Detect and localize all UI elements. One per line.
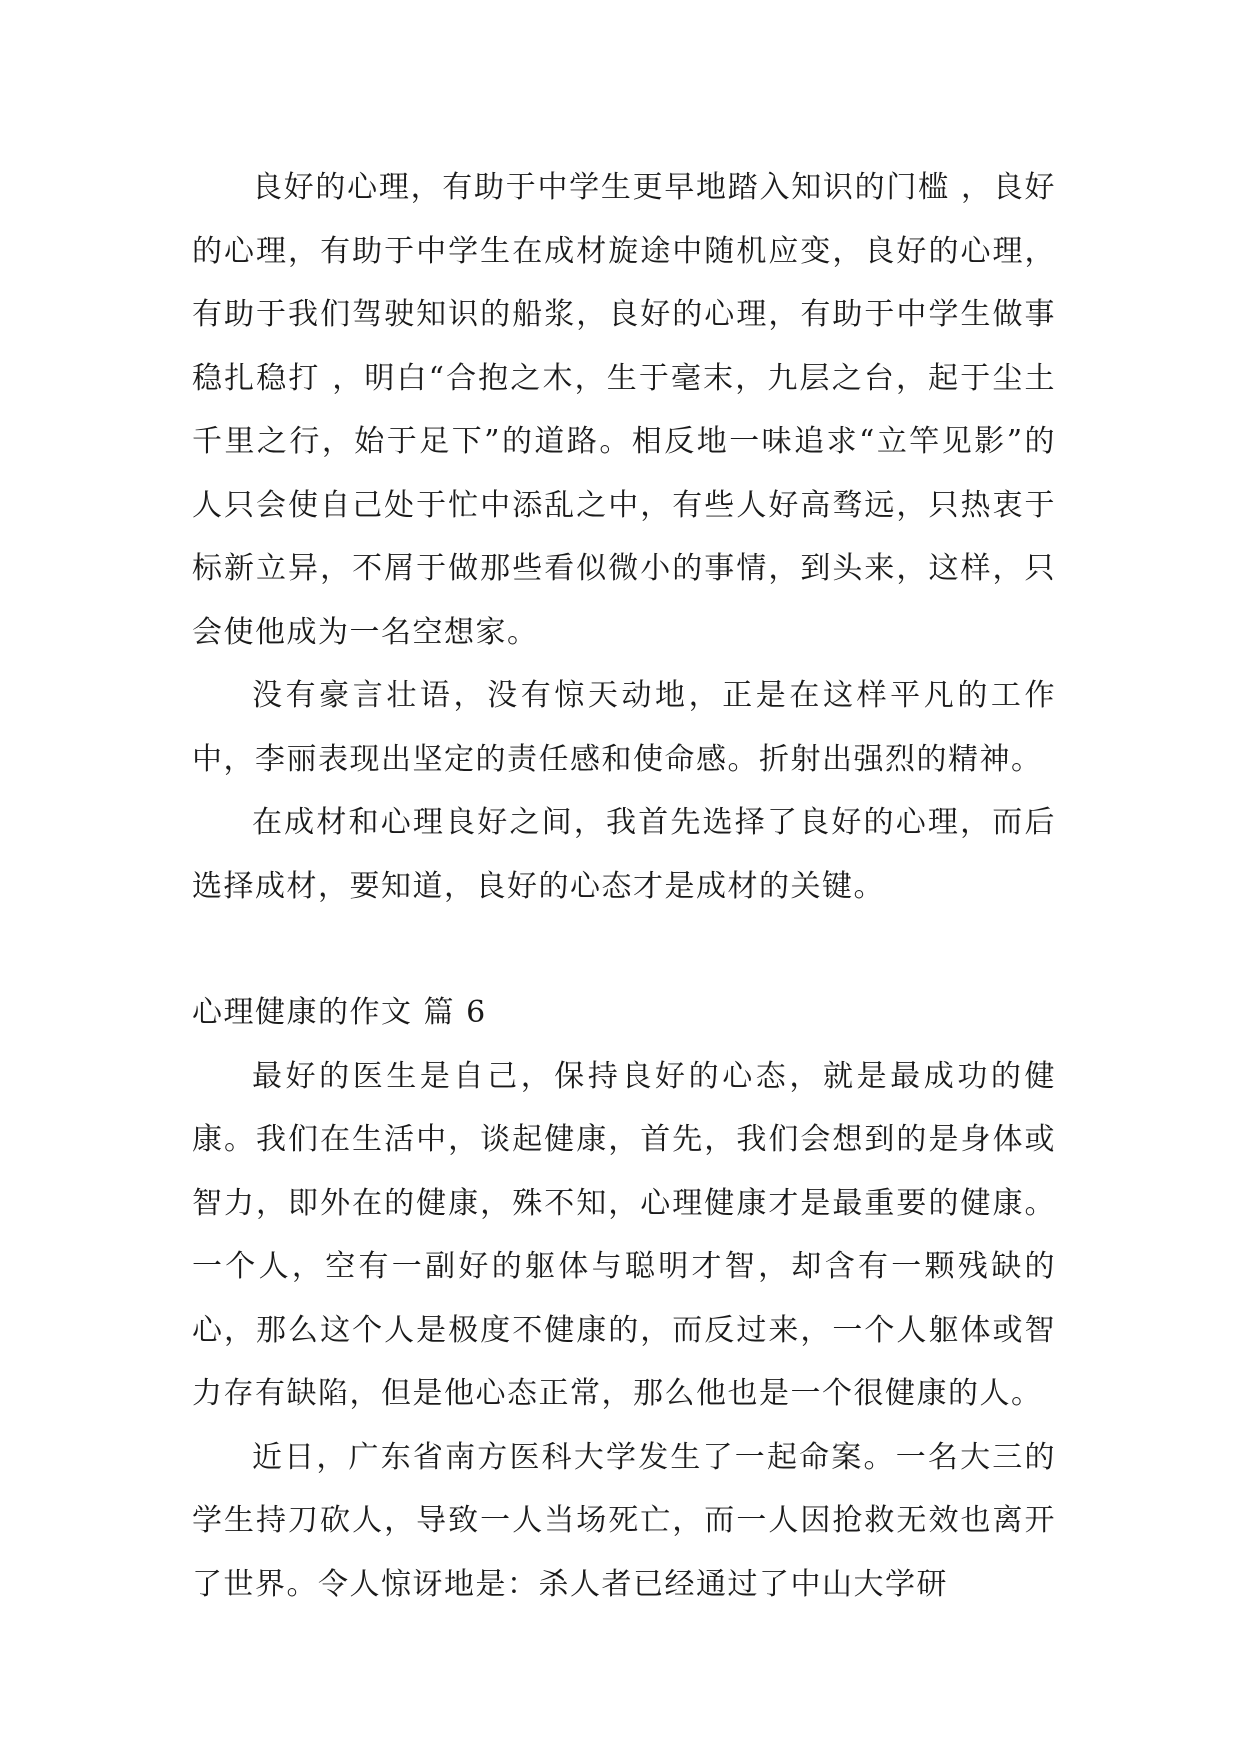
paragraph-best-doctor: 最好的医生是自己，保持良好的心态，就是最成功的健康。我们在生活中，谈起健康，首先，我们会想到的是身体或智力，即外在的健康，殊不知，心理健康才是最重要的健康。一个人，空有一副好的躯体与聪明才智，却含有一颗残缺的心，那么这个人是极度不健康的，而反过来，一个人躯体或智力存有缺陷，但是他心态正常，那么他也是一个很健康的人。 [192, 1058, 1056, 1411]
document-body [192, 156, 1056, 1616]
paragraph-recent-case: 近日，广东省南方医科大学发生了一起命案。一名大三的学生持刀砍人，导致一人当场死亡，而一人因抢救无效也离开了世界。令人惊讶地是：杀人者已经通过了中山大学研 [192, 1439, 1056, 1602]
section-heading: 心理健康的作文 篇 6 [192, 995, 487, 1030]
paragraph-choice: 在成材和心理良好之间，我首先选择了良好的心理，而后选择成材，要知道，良好的心态才是成材的关键。 [192, 805, 1056, 904]
paragraph-good-psychology: 良好的心理，有助于中学生更早地踏入知识的门槛 ，良好的心理，有助于中学生在成材旋途中随机应变，良好的心理，有助于我们驾驶知识的船浆，良好的心理，有助于中学生做事稳扎稳打 ，明白“合抱之木，生于毫末，九层之台，起于尘土千里之行，始于足下”的道路。相反地一味追求“立竿见影”的人只会使自己处于忙中添乱之中，有些人好高骛远，只热衷于标新立异，不屑于做那些看似微小的事情，到头来，这样，只会使他成为一名空想家。 [192, 170, 1056, 650]
paragraph-li-li: 没有豪言壮语，没有惊天动地，正是在这样平凡的工作中，李丽表现出坚定的责任感和使命感。折射出强烈的精神。 [192, 678, 1056, 777]
